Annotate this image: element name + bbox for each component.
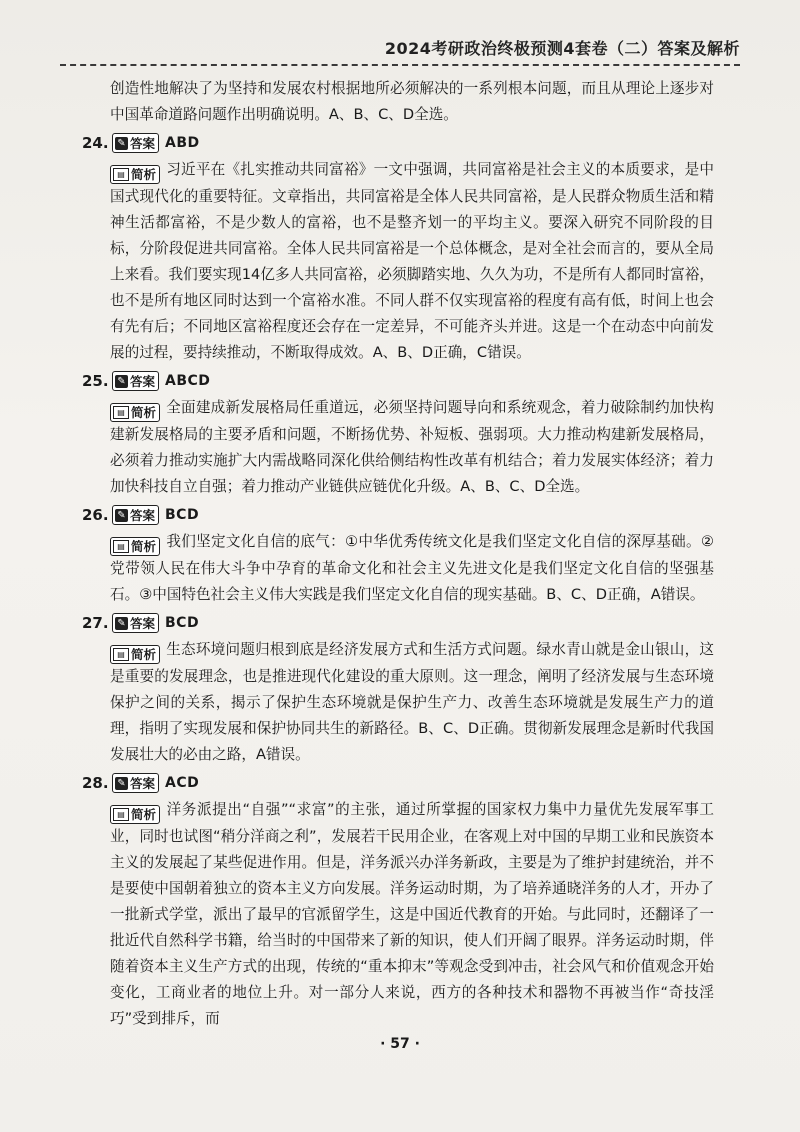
answer-value: ABD — [165, 135, 200, 151]
intro-paragraph: 创造性地解决了为坚持和发展农村根据地所必须解决的一系列根本问题，而且从理论上逐步对中国革命道路问题作出明确说明。A、B、C、D全选。 — [110, 80, 714, 123]
explain-badge: ▤ 简析 — [110, 165, 160, 184]
explanation-paragraph — [110, 637, 714, 768]
question-27-header — [82, 609, 714, 637]
question-number: 28. — [82, 774, 109, 792]
page-number: · 57 · — [380, 1036, 420, 1052]
explain-icon: ▤ — [113, 540, 129, 553]
answer-icon: ✎ — [115, 617, 128, 630]
question-number: 26. — [82, 506, 109, 524]
page-header — [60, 36, 740, 66]
explanation-text: 习近平在《扎实推动共同富裕》一文中强调，共同富裕是社会主义的本质要求，是中国式现代化的重要特征。文章指出，共同富裕是全体人民共同富裕，是人民群众物质生活和精神生活都富裕，不是少数人的富裕，也不是整齐划一的平均主义。要深入研究不同阶段的目标，分阶段促进共同富裕。全体人民共同富裕是一个总体概念，是对全社会而言的，要从全局上来看。我们要实现14亿多人共同富裕，必须脚踏实地、久久为功，不是所有人都同时富裕，也不是所有地区同时达到一个富裕水准。不同人群不仅实现富裕的程度有高有低，时间上也会有先有后；不同地区富裕程度还会存在一定差异，不可能齐头并进。这是一个在动态中向前发展的过程，要持续推动，不断取得成效。A、B、D正确，C错误。 — [110, 161, 714, 361]
explanation-paragraph — [110, 529, 714, 608]
explain-badge: ▤ 简析 — [110, 805, 160, 824]
answer-value: BCD — [165, 507, 200, 523]
question-26-header — [82, 501, 714, 529]
answer-value: BCD — [165, 615, 200, 631]
question-28-header — [82, 769, 714, 797]
question-25-header — [82, 367, 714, 395]
explain-icon: ▤ — [113, 168, 129, 181]
explanation-paragraph — [110, 797, 714, 1032]
header-title: 2024考研政治终极预测4套卷（二）答案及解析 — [384, 39, 740, 58]
question-number: 27. — [82, 614, 109, 632]
explanation-text: 生态环境问题归根到底是经济发展方式和生活方式问题。绿水青山就是金山银山，这是重要的发展理念，也是推进现代化建设的重大原则。这一理念，阐明了经济发展与生态环境保护之间的关系，揭示了保护生态环境就是保护生产力、改善生态环境就是发展生产力的道理，指明了实现发展和保护协同共生的新路径。B、C、D正确。贯彻新发展理念是新时代我国发展壮大的必由之路，A错误。 — [110, 641, 714, 763]
answer-badge: ✎ 答案 — [112, 505, 159, 525]
explanation-text: 我们坚定文化自信的底气：①中华优秀传统文化是我们坚定文化自信的深厚基础。②党带领人民在伟大斗争中孕育的革命文化和社会主义先进文化是我们坚定文化自信的坚强基石。③中国特色社会主义伟大实践是我们坚定文化自信的现实基础。B、C、D正确，A错误。 — [110, 533, 714, 603]
explanation-paragraph — [110, 157, 714, 366]
explain-badge: ▤ 简析 — [110, 403, 160, 422]
answer-icon: ✎ — [115, 509, 128, 522]
explain-icon: ▤ — [113, 406, 129, 419]
answer-icon: ✎ — [115, 137, 128, 150]
question-number: 25. — [82, 372, 109, 390]
explain-badge: ▤ 简析 — [110, 537, 160, 556]
explain-badge: ▤ 简析 — [110, 645, 160, 664]
explain-icon: ▤ — [113, 808, 129, 821]
explanation-text: 洋务派提出“自强”“求富”的主张，通过所掌握的国家权力集中力量优先发展军事工业，同时也试图“稍分洋商之利”，发展若干民用企业，在客观上对中国的早期工业和民族资本主义的发展起了某些促进作用。但是，洋务派兴办洋务新政，主要是为了维护封建统治，并不是要使中国朝着独立的资本主义方向发展。洋务运动时期，为了培养通晓洋务的人才，开办了一批新式学堂，派出了最早的官派留学生，这是中国近代教育的开始。与此同时，还翻译了一批近代自然科学书籍，给当时的中国带来了新的知识，使人们开阔了眼界。洋务运动时期，伴随着资本主义生产方式的出现，传统的“重本抑末”等观念受到冲击，社会风气和价值观念开始变化，工商业者的地位上升。对一部分人来说，西方的各种技术和器物不再被当作“奇技淫巧”受到排斥，而 — [110, 801, 714, 1027]
answer-badge: ✎ 答案 — [112, 371, 159, 391]
answer-value: ACD — [165, 775, 200, 791]
explanation-paragraph — [110, 395, 714, 500]
answer-icon: ✎ — [115, 777, 128, 790]
answer-badge: ✎ 答案 — [112, 773, 159, 793]
answer-badge: ✎ 答案 — [112, 613, 159, 633]
answer-value: ABCD — [165, 373, 211, 389]
explain-icon: ▤ — [113, 648, 129, 661]
explanation-text: 全面建成新发展格局任重道远，必须坚持问题导向和系统观念，着力破除制约加快构建新发展格局的主要矛盾和问题，不断扬优势、补短板、强弱项。大力推动构建新发展格局，必须着力推动实施扩大内需战略同深化供给侧结构性改革有机结合；着力发展实体经济；着力加快科技自立自强；着力推动产业链供应链优化升级。A、B、C、D全选。 — [110, 399, 714, 495]
main-content — [82, 76, 714, 1032]
answer-badge: ✎ 答案 — [112, 133, 159, 153]
answer-icon: ✎ — [115, 375, 128, 388]
question-24-header — [82, 129, 714, 157]
question-number: 24. — [82, 134, 109, 152]
